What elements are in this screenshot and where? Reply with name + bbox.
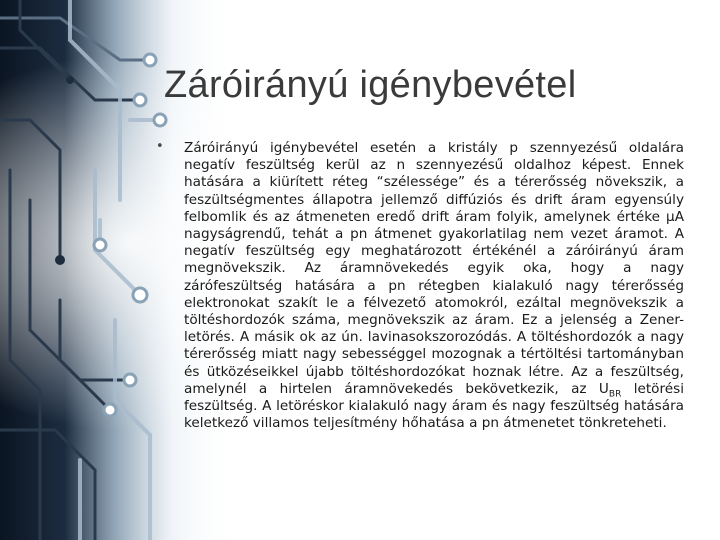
paragraph-text-part1: Záróirányú igénybevétel esetén a kristály p szennyezésű oldalára negatív feszültség kerül az n szennyezésű oldalhoz képest. Ennek hatására a kiürített réteg “szélessége” és a térerősség növekszik, a feszültségmentes állapotra jellemző diffúziós és drift áram egyensúly felbomlik és az átmeneten eredő drift áram folyik, amelynek értéke µA nagyságrendű, tehát a pn átmenet gyakorlatilag nem vezet áramot. A negatív feszültség egy meghatározott értékénél a záróirányú áram megnövekszik. Az áramnövekedés egyik oka, hogy a nagy zárófeszültség hatására a pn rétegben kialakuló nagy térerősség elektronokat szakít le a félvezető atomokról, ezáltal megnövekszik a töltéshordozók száma, megnövekszik az áram. Ez a jelenség a Zener-letörés. A másik ok az ún. lavinasokszorozódás. A töltéshordozók a nagy térerősség miatt nagy sebességgel mozognak a tértöltési tartományban és ütközéseikkel újabb töltéshordozókat hoznak létre. Az a feszültség, amelynél a hirtelen áramnövekedés bekövetkezik, az U bbox=[184, 140, 684, 397]
voltage-subscript: BR bbox=[608, 389, 622, 400]
paragraph-text-part2: letörési feszültség. A letöréskor kialakuló nagy áram és nagy feszültség hatására keletkező villamos teljesítmény hőhatása a pn átmenetet tönkreteheti. bbox=[184, 380, 685, 432]
slide-title: Záróirányú igénybevétel bbox=[164, 64, 577, 106]
bullet-marker: • bbox=[156, 139, 164, 154]
body-paragraph bbox=[184, 140, 684, 432]
